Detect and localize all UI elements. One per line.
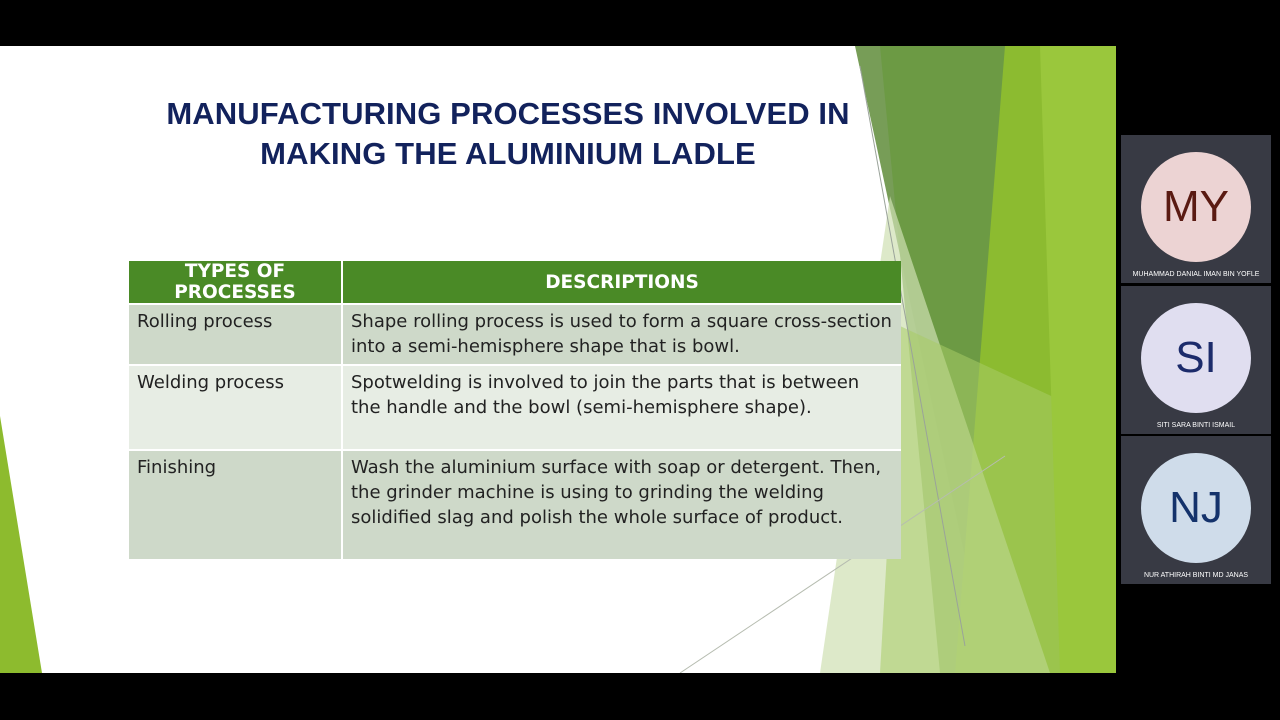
- slide-title: [140, 94, 876, 174]
- avatar: NJ: [1141, 453, 1251, 563]
- participant-name: MUHAMMAD DANIAL IMAN BIN YOFLE: [1132, 271, 1260, 278]
- table-row: [129, 365, 901, 450]
- slide-title-line-1: MANUFACTURING PROCESSES INVOLVED IN: [166, 96, 850, 131]
- table-row: [129, 450, 901, 559]
- avatar: MY: [1141, 152, 1251, 262]
- slide-title-line-2: MAKING THE ALUMINIUM LADLE: [260, 136, 756, 171]
- process-description-cell: Wash the aluminium surface with soap or detergent. Then, the grinder machine is using to grinding the welding solidified slag and polish the whole surface of product.: [342, 450, 901, 559]
- participant-tile[interactable]: [1121, 135, 1271, 283]
- participant-name: SITI SARA BINTI ISMAIL: [1156, 422, 1236, 429]
- table-header-descriptions: DESCRIPTIONS: [342, 261, 901, 304]
- table-header-row: [129, 261, 901, 304]
- process-description-cell: Shape rolling process is used to form a square cross-section into a semi-hemisphere shape that is bowl.: [342, 304, 901, 365]
- participant-name: NUR ATHIRAH BINTI MD JANAS: [1143, 572, 1249, 579]
- process-type-cell: Rolling process: [129, 304, 342, 365]
- table-row: [129, 304, 901, 365]
- process-description-cell: Spotwelding is involved to join the parts that is between the handle and the bowl (semi-hemisphere shape).: [342, 365, 901, 450]
- participant-tile[interactable]: [1121, 286, 1271, 434]
- process-type-cell: Finishing: [129, 450, 342, 559]
- process-table: [129, 261, 901, 559]
- participant-tile[interactable]: [1121, 436, 1271, 584]
- process-type-cell: Welding process: [129, 365, 342, 450]
- avatar: SI: [1141, 303, 1251, 413]
- presentation-slide: [0, 46, 1116, 673]
- table-header-types: TYPES OF PROCESSES: [129, 261, 342, 304]
